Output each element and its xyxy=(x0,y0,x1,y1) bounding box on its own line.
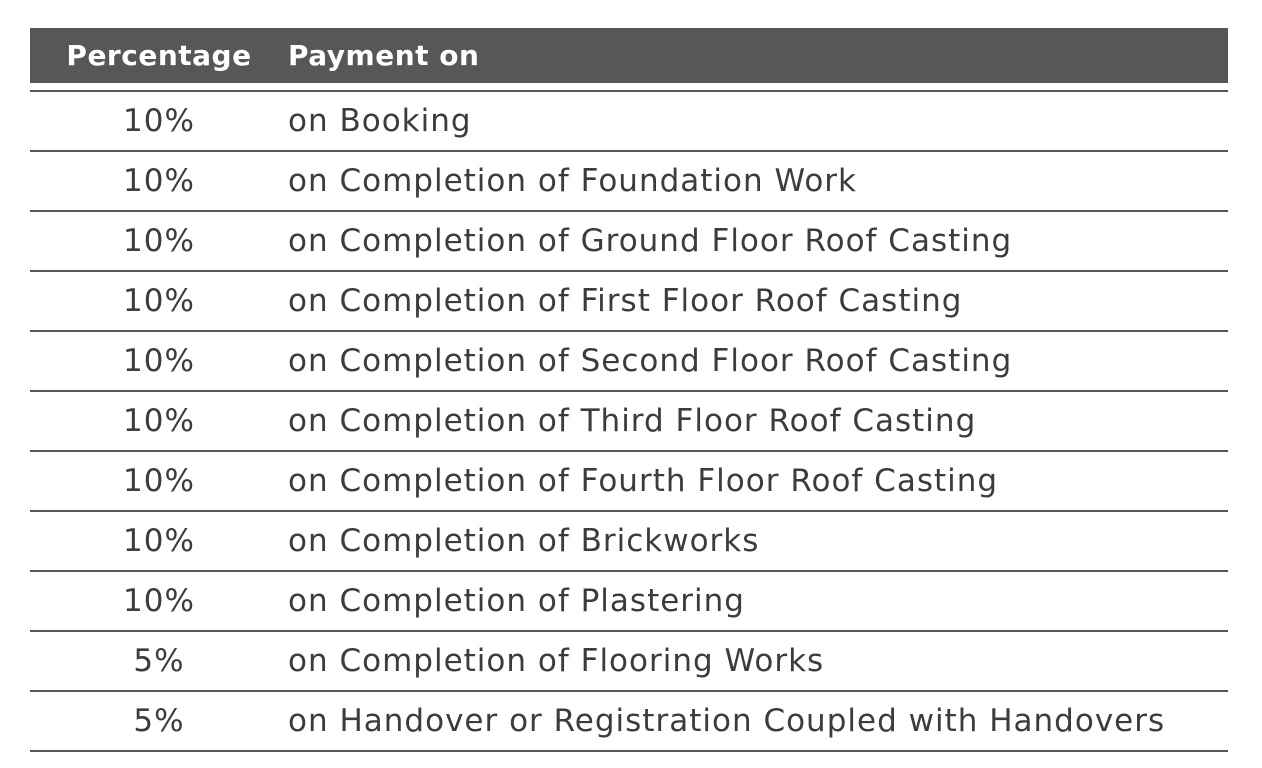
row-percentage: 10% xyxy=(123,403,195,439)
table-row xyxy=(30,92,1228,152)
table-row xyxy=(30,692,1228,752)
row-percentage: 10% xyxy=(123,223,195,259)
header-percentage: Percentage xyxy=(66,39,252,72)
row-payment-on: on Completion of Ground Floor Roof Casting xyxy=(288,223,1013,259)
row-percentage: 10% xyxy=(123,343,195,379)
row-payment-on: on Completion of Brickworks xyxy=(288,523,760,559)
row-percentage: 10% xyxy=(123,463,195,499)
row-payment-on: on Completion of Foundation Work xyxy=(288,163,858,199)
table-row xyxy=(30,332,1228,392)
row-payment-on: on Completion of Third Floor Roof Casting xyxy=(288,403,977,439)
row-percentage: 5% xyxy=(133,703,185,739)
row-payment-on: on Completion of Plastering xyxy=(288,583,745,619)
row-percentage: 10% xyxy=(123,283,195,319)
row-percentage: 10% xyxy=(123,163,195,199)
table-row xyxy=(30,512,1228,572)
row-payment-on: on Booking xyxy=(288,103,472,139)
row-percentage: 5% xyxy=(133,643,185,679)
table-row xyxy=(30,572,1228,632)
row-percentage: 10% xyxy=(123,583,195,619)
table-header xyxy=(30,28,1228,83)
table-row xyxy=(30,272,1228,332)
payment-schedule-table xyxy=(30,28,1228,752)
row-payment-on: on Completion of Flooring Works xyxy=(288,643,825,679)
row-payment-on: on Completion of Fourth Floor Roof Casting xyxy=(288,463,999,499)
table-body xyxy=(30,92,1228,752)
row-percentage: 10% xyxy=(123,103,195,139)
table-row xyxy=(30,632,1228,692)
table-row xyxy=(30,152,1228,212)
header-payment-on: Payment on xyxy=(288,39,480,72)
row-percentage: 10% xyxy=(123,523,195,559)
table-row xyxy=(30,392,1228,452)
row-payment-on: on Completion of Second Floor Roof Casting xyxy=(288,343,1013,379)
table-row xyxy=(30,212,1228,272)
table-row xyxy=(30,452,1228,512)
row-payment-on: on Completion of First Floor Roof Casting xyxy=(288,283,963,319)
row-payment-on: on Handover or Registration Coupled with Handovers xyxy=(288,703,1166,739)
